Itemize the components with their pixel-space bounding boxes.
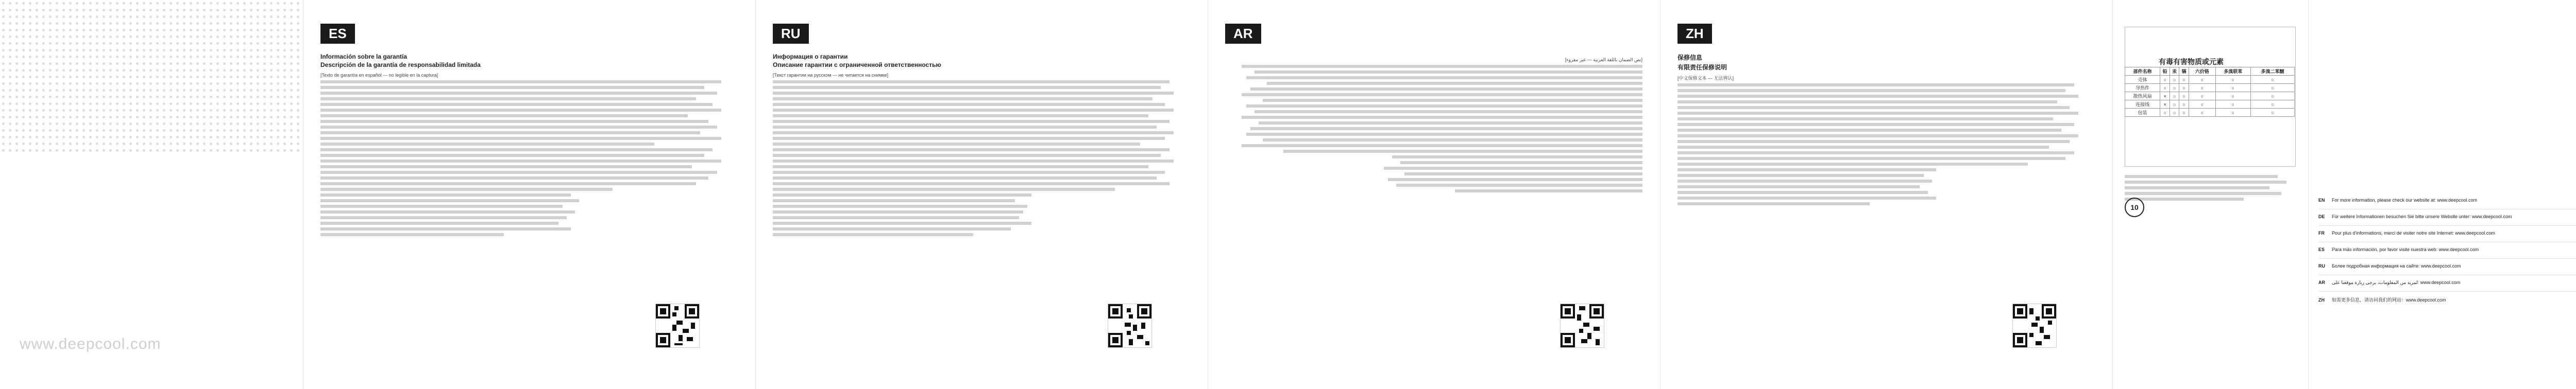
- column-header: 六价铬: [2189, 67, 2215, 76]
- hazard-notes: [2125, 175, 2295, 203]
- column-header: 铅: [2160, 67, 2170, 76]
- lang-tag: ES: [320, 24, 355, 44]
- section-subtitle: Descripción de la garantía de responsabilidad limitada: [320, 61, 481, 68]
- section-subtitle: 有限责任保修说明: [1677, 64, 1727, 71]
- column-header: 汞: [2170, 67, 2179, 76]
- hazard-panel: [2112, 0, 2308, 389]
- section-title: Información sobre la garantía: [320, 53, 408, 60]
- section-body: [中文保修文本 — 无法辨认]: [1677, 76, 1734, 81]
- hazard-table: [2125, 67, 2295, 117]
- section-title: Информация о гарантии: [773, 53, 848, 60]
- info-panel: [2308, 0, 2576, 389]
- info-line-en: EN For more information, please check our website at: www.deepcool.com: [2318, 198, 2478, 203]
- info-line-ar: AR لمزيد من المعلومات، يرجى زيارة موقعنا على: www.deepcool.com: [2318, 280, 2461, 285]
- column-header: 多溴联苯: [2215, 67, 2250, 76]
- section-body: [نص الضمان باللغة العربية — غير مقروء]: [1565, 57, 1642, 62]
- info-line-de: DE Für weitere Informationen besuchen Sie bitte unsere Website unter: www.deepcool.com: [2318, 214, 2512, 219]
- qr-code: [655, 304, 700, 348]
- table-header-row: [2125, 67, 2295, 76]
- info-line-zh: ZH 如需更多信息，请访问我们的网站：www.deepcool.com: [2318, 297, 2446, 303]
- column-header: 部件名称: [2125, 67, 2160, 76]
- section-ru: [755, 0, 1208, 389]
- brand-website: www.deepcool.com: [20, 335, 161, 352]
- hazard-table-title: 有毒有害物质或元素: [2159, 58, 2224, 66]
- qr-code: [2012, 304, 2057, 348]
- dot-pattern: [0, 0, 303, 154]
- table-row: 导热件 ○ ○ ○ ○ ○ ○: [2125, 84, 2295, 92]
- section-es: [303, 0, 755, 389]
- table-row: 壳体 ○ ○ ○ ○ ○ ○: [2125, 76, 2295, 84]
- column-header: 多溴二苯醚: [2250, 67, 2294, 76]
- section-subtitle: Описание гарантии с ограниченной ответственностью: [773, 61, 941, 68]
- cover-panel: [0, 0, 303, 389]
- info-line-ru: RU Более подробная информация на сайте: www.deepcool.com: [2318, 263, 2461, 269]
- lang-tag: RU: [773, 24, 809, 44]
- info-line-fr: FR Pour plus d'informations, merci de visiter notre site Internet: www.deepcool.com: [2318, 231, 2495, 236]
- lang-tag: ZH: [1677, 24, 1712, 44]
- section-body: [Texto de garantía en español — no legible en la captura]: [320, 73, 438, 78]
- section-ar: [1208, 0, 1660, 389]
- section-zh: [1660, 0, 2112, 389]
- table-row: 连接线 × ○ ○ ○ ○ ○: [2125, 100, 2295, 109]
- column-header: 镉: [2179, 67, 2189, 76]
- section-body: [Текст гарантии на русском — не читается на снимке]: [773, 73, 888, 78]
- recycle-period-icon: 10: [2125, 198, 2144, 217]
- lang-tag: AR: [1225, 24, 1261, 44]
- table-row: 包装 ○ ○ ○ ○ ○ ○: [2125, 109, 2295, 117]
- section-title: 保修信息: [1677, 54, 1703, 61]
- qr-code: [1560, 304, 1604, 348]
- table-row: 散热风扇 × ○ ○ ○ ○ ○: [2125, 92, 2295, 100]
- qr-code: [1108, 304, 1152, 348]
- info-line-es: ES Para más información, por favor visite nuestra web: www.deepcool.com: [2318, 247, 2479, 252]
